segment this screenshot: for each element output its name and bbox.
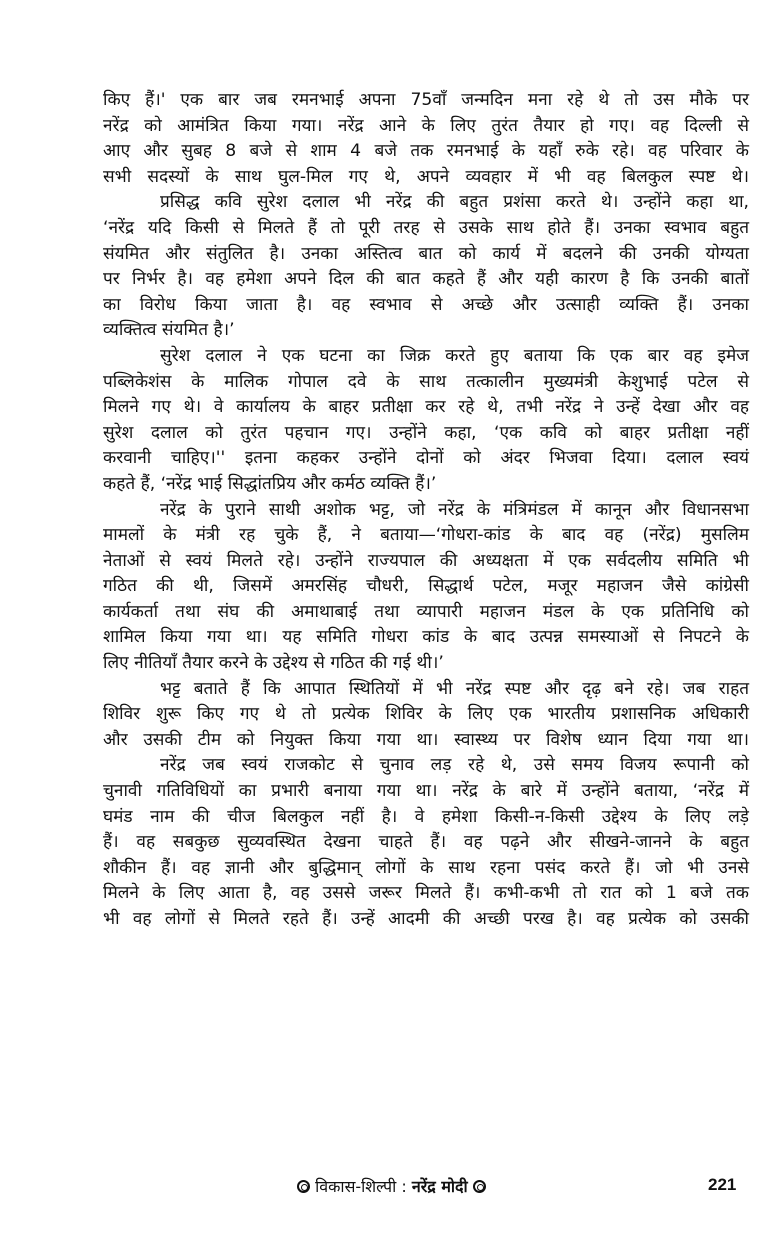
text-line: शौकीन हैं। वह ज्ञानी और बुद्धिमान् लोगों के साथ रहना पसंद करते हैं। जो भी उनसे [103,857,749,878]
text-line: लिए नीतियाँ तैयार करने के उद्देश्य से गठित की गई थी।’ [103,653,444,674]
text-line: नरेंद्र के पुराने साथी अशोक भट्ट, जो नरेंद्र के मंत्रिमंडल में कानून और विधानसभा [160,499,749,520]
text-line: शामिल किया गया था। यह समिति गोधरा कांड के बाद उत्पन्न समस्याओं से निपटने के [103,627,749,648]
page-number: 221 [708,1175,737,1194]
text-line: कहते हैं, ‘नरेंद्र भाई सिद्धांतप्रिय और कर्मठ व्यक्ति हैं।’ [103,473,437,494]
text-line: का विरोध किया जाता है। वह स्वभाव से अच्छे और उत्साही व्यक्ति हैं। उनका [103,294,749,315]
text-line: ‘नरेंद्र यदि किसी से मिलते हैं तो पूरी तरह से उसके साथ होते हैं। उनका स्वभाव बहुत [103,217,749,238]
book-title-name: नरेंद्र मोदी [411,1177,468,1196]
flower-ornament-icon [297,1180,310,1193]
text-line: सुरेश दलाल ने एक घटना का जिक्र करते हुए बताया कि एक बार वह इमेज [160,345,749,366]
text-line: आए और सुबह 8 बजे से शाम 4 बजे तक रमनभाई के यहाँ रुके रहे। वह परिवार के [103,141,749,162]
text-line: प्रसिद्ध कवि सुरेश दलाल भी नरेंद्र की बहुत प्रशंसा करते थे। उन्होंने कहा था, [160,192,749,213]
text-line: घमंड नाम की चीज बिलकुल नहीं है। वे हमेशा किसी-न-किसी उद्देश्य के लिए लड़े [103,806,749,827]
text-line: भट्ट बताते हैं कि आपात स्थितियों में भी नरेंद्र स्पष्ट और दृढ़ बने रहे। जब राहत [160,678,749,699]
text-line: मामलों के मंत्री रह चुके हैं, ने बताया—‘गोधरा-कांड के बाद वह (नरेंद्र) मुसलिम [103,525,749,546]
body-text [103,88,749,933]
text-line: नरेंद्र जब स्वयं राजकोट से चुनाव लड़ रहे थे, उसे समय विजय रूपानी को [160,755,749,776]
text-line: व्यक्तित्व संयमित है।’ [103,320,235,341]
text-line: किए हैं।' एक बार जब रमनभाई अपना 75वाँ जन्मदिन मना रहे थे तो उस मौके पर [103,90,749,110]
text-line: हैं। वह सबकुछ सुव्यवस्थित देखना चाहते हैं। वह पढ़ने और सीखने-जानने के बहुत [103,832,749,853]
text-line: गठित की थी, जिसमें अमरसिंह चौधरी, सिद्धार्थ पटेल, मजूर महाजन जैसे कांग्रेसी [103,576,749,597]
text-line: चुनावी गतिविधियों का प्रभारी बनाया गया था। नरेंद्र के बारे में उन्होंने बताया, ‘नरेंद्र में [103,781,749,802]
text-line: पब्लिकेशंस के मालिक गोपाल दवे के साथ तत्कालीन मुख्यमंत्री केशुभाई पटेल से [103,371,749,392]
text-line: करवानी चाहिए।'' इतना कहकर उन्होंने दोनों को अंदर भिजवा दिया। दलाल स्वयं [103,448,749,469]
book-title-prefix: विकास-शिल्पी : [315,1177,412,1196]
text-line: संयमित और संतुलित है। उनका अस्तित्व बात को कार्य में बदलने की उनकी योग्यता [103,243,749,264]
running-footer-title [297,1175,486,1197]
text-line: पर निर्भर है। वह हमेशा अपने दिल की बात कहते हैं और यही कारण है कि उनकी बातों [103,269,749,290]
text-line: नरेंद्र को आमंत्रित किया गया। नरेंद्र आने के लिए तुरंत तैयार हो गए। वह दिल्ली से [103,115,749,136]
text-line: नेताओं से स्वयं मिलते रहे। उन्होंने राज्यपाल की अध्यक्षता में एक सर्वदलीय समिति भी [103,550,749,571]
text-line: मिलने के लिए आता है, वह उससे जरूर मिलते हैं। कभी-कभी तो रात को 1 बजे तक [103,883,749,904]
text-line: भी वह लोगों से मिलते रहते हैं। उन्हें आदमी की अच्छी परख है। वह प्रत्येक को उसकी [103,909,749,929]
flower-ornament-icon [473,1180,486,1193]
text-line: कार्यकर्ता तथा संघ की अमाथाबाई तथा व्यापारी महाजन मंडल के एक प्रतिनिधि को [103,601,749,622]
page-footer [0,1175,780,1203]
text-line: सभी सदस्यों के साथ घुल-मिल गए थे, अपने व्यवहार में भी वह बिलकुल स्पष्ट थे। [103,166,749,187]
text-line: शिविर शुरू किए गए थे तो प्रत्येक शिविर के लिए एक भारतीय प्रशासनिक अधिकारी [103,704,749,725]
text-line: सुरेश दलाल को तुरंत पहचान गए। उन्होंने कहा, ‘एक कवि को बाहर प्रतीक्षा नहीं [103,422,749,443]
text-line: और उसकी टीम को नियुक्त किया गया था। स्वास्थ्य पर विशेष ध्यान दिया गया था। [103,729,749,750]
text-line: मिलने गए थे। वे कार्यालय के बाहर प्रतीक्षा कर रहे थे, तभी नरेंद्र ने उन्हें देखा और वह [103,397,749,418]
